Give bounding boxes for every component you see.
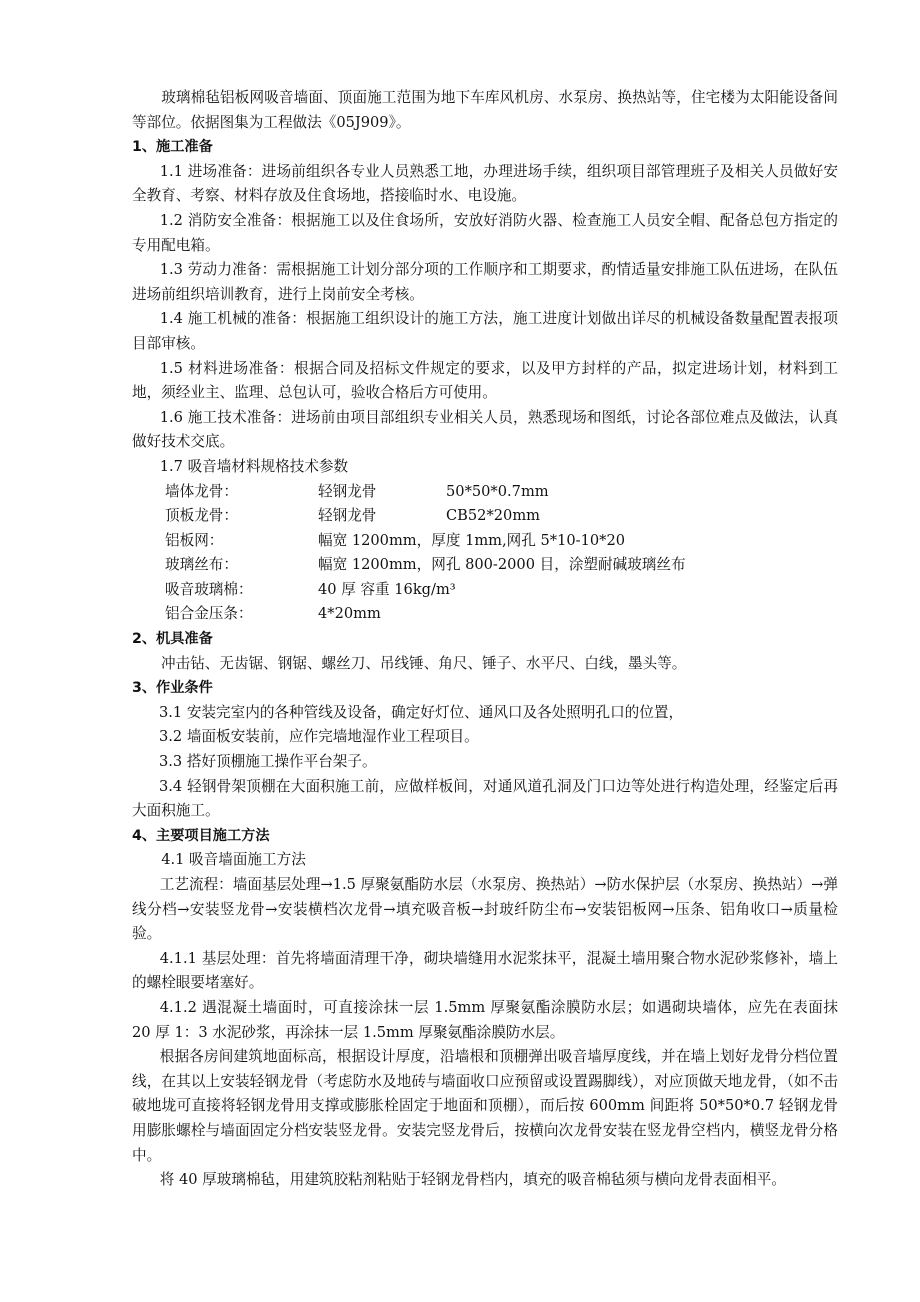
tools-list: 冲击钻、无齿锯、钢锯、螺丝刀、吊线锤、角尺、锤子、水平尺、白线，墨头等。	[161, 654, 687, 672]
section-3-heading: 3、作业条件	[132, 680, 213, 697]
document-page	[132, 86, 838, 1193]
item-4-1-1: 4.1.1 基层处理：首先将墙面清理干净，砌块墙缝用水泥浆抹平，混凝土墙用聚合物水泥砂浆修补，墙上的螺栓眼要堵塞好。	[132, 949, 838, 992]
spec-key: 墙体龙骨：	[165, 482, 238, 500]
spec-row	[161, 480, 838, 505]
item-1-1: 1.1 进场准备：进场前组织各专业人员熟悉工地，办理进场手续，组织项目部管理班子及相关人员做好安全教育、考察、材料存放及住食场地，搭接临时水、电设施。	[132, 162, 838, 205]
item-1-3: 1.3 劳动力准备：需根据施工计划分部分项的工作顺序和工期要求，酌情适量安排施工队伍进场，在队伍进场前组织培训教育，进行上岗前安全考核。	[132, 261, 838, 303]
spec-value: 幅宽 1200mm，厚度 1mm,网孔 5*10-10*20	[318, 531, 626, 549]
spec-table	[132, 480, 838, 628]
spec-type: 轻钢龙骨	[318, 482, 377, 500]
spec-row	[161, 578, 838, 603]
spec-key: 玻璃丝布：	[165, 556, 238, 574]
section-4-heading: 4、主要项目施工方法	[132, 827, 270, 844]
item-1-6: 1.6 施工技术准备：进场前由项目部组织专业相关人员，熟悉现场和图纸，讨论各部位难点及做法，认真做好技术交底。	[132, 408, 838, 451]
spec-key: 顶板龙骨：	[165, 507, 238, 525]
section-1-heading: 1、施工准备	[132, 139, 213, 156]
item-1-5: 1.5 材料进场准备：根据合同及招标文件规定的要求，以及甲方封样的产品，拟定进场计划，材料到工地，须经业主、监理、总包认可，验收合格后方可使用。	[132, 359, 838, 402]
spec-value: 40 厚 容重 16kg/m³	[318, 580, 456, 598]
item-3-3: 3.3 搭好顶棚施工操作平台架子。	[159, 753, 377, 771]
spec-value: 幅宽 1200mm，网孔 800-2000 目，涂塑耐碱玻璃丝布	[318, 556, 686, 574]
spec-size: 50*50*0.7mm	[446, 482, 549, 500]
spec-key: 吸音玻璃棉：	[165, 580, 253, 598]
process-flow: 工艺流程：墙面基层处理→1.5 厚聚氨酯防水层（水泵房、换热站）→防水保护层（水泵房、换热站）→弹线分档→安装竖龙骨→安装横档次龙骨→填充吸音板→封玻纤防尘布→安装铝板网→压条、铝角收口→质量检验。	[132, 876, 838, 943]
item-1-7-title: 1.7 吸音墙材料规格技术参数	[159, 457, 349, 475]
spec-row	[161, 529, 838, 554]
item-1-2: 1.2 消防安全准备：根据施工以及住食场所，安放好消防火器、检查施工人员安全帽、配备总包方指定的专用配电箱。	[132, 211, 838, 254]
glass-wool-paragraph: 将 40 厚玻璃棉毡，用建筑胶粘剂粘贴于轻钢龙骨档内，填充的吸音棉毡须与横向龙骨表面相平。	[159, 1171, 786, 1189]
section-2-heading: 2、机具准备	[132, 631, 213, 648]
item-1-4: 1.4 施工机械的准备：根据施工组织设计的施工方法，施工进度计划做出详尽的机械设备数量配置表报项目部审核。	[132, 310, 838, 352]
spec-size: CB52*20mm	[446, 507, 541, 525]
spec-row	[161, 553, 838, 578]
item-3-1: 3.1 安装完室内的各种管线及设备，确定好灯位、通风口及各处照明孔口的位置，	[159, 703, 684, 721]
spec-value: 4*20mm	[318, 605, 381, 623]
item-3-2: 3.2 墙面板安装前，应作完墙地湿作业工程项目。	[159, 728, 479, 746]
item-4-1-title: 4.1 吸音墙面施工方法	[161, 851, 306, 869]
spec-row	[161, 602, 838, 627]
intro-paragraph: 玻璃棉毡铝板网吸音墙面、顶面施工范围为地下车库风机房、水泵房、换热站等，住宅楼为太阳能设备间等部位。依据图集为工程做法《05J909》。	[132, 89, 838, 131]
spec-key: 铝合金压条：	[165, 605, 253, 623]
spec-key: 铝板网：	[165, 531, 224, 549]
keel-install-paragraph: 根据各房间建筑地面标高，根据设计厚度，沿墙根和顶棚弹出吸音墙厚度线，并在墙上划好龙骨分档位置线，在其以上安装轻钢龙骨（考虑防水及地砖与墙面收口应预留或设置踢脚线），对应顶做天地龙骨，（如不击破地垅可直接将轻钢龙骨用支撑或膨胀栓固定于地面和顶棚），而后按 600mm 间距将 50*50*0.7 轻钢龙骨用膨胀螺栓与墙面固定分档安装竖龙骨。安装完竖龙骨后，按横向次龙骨安装在竖龙骨空档内，横竖龙骨分格中。	[132, 1048, 838, 1164]
spec-type: 轻钢龙骨	[318, 507, 377, 525]
spec-row	[161, 504, 838, 529]
item-4-1-2: 4.1.2 遇混凝土墙面时，可直接涂抹一层 1.5mm 厚聚氨酯涂膜防水层；如遇砌块墙体，应先在表面抹 20 厚 1：3 水泥砂浆，再涂抹一层 1.5mm 厚聚氨酯涂膜防水层。	[132, 998, 838, 1041]
item-3-4: 3.4 轻钢骨架顶棚在大面积施工前，应做样板间，对通风道孔洞及门口边等处进行构造处理，经鉴定后再大面积施工。	[132, 777, 838, 820]
